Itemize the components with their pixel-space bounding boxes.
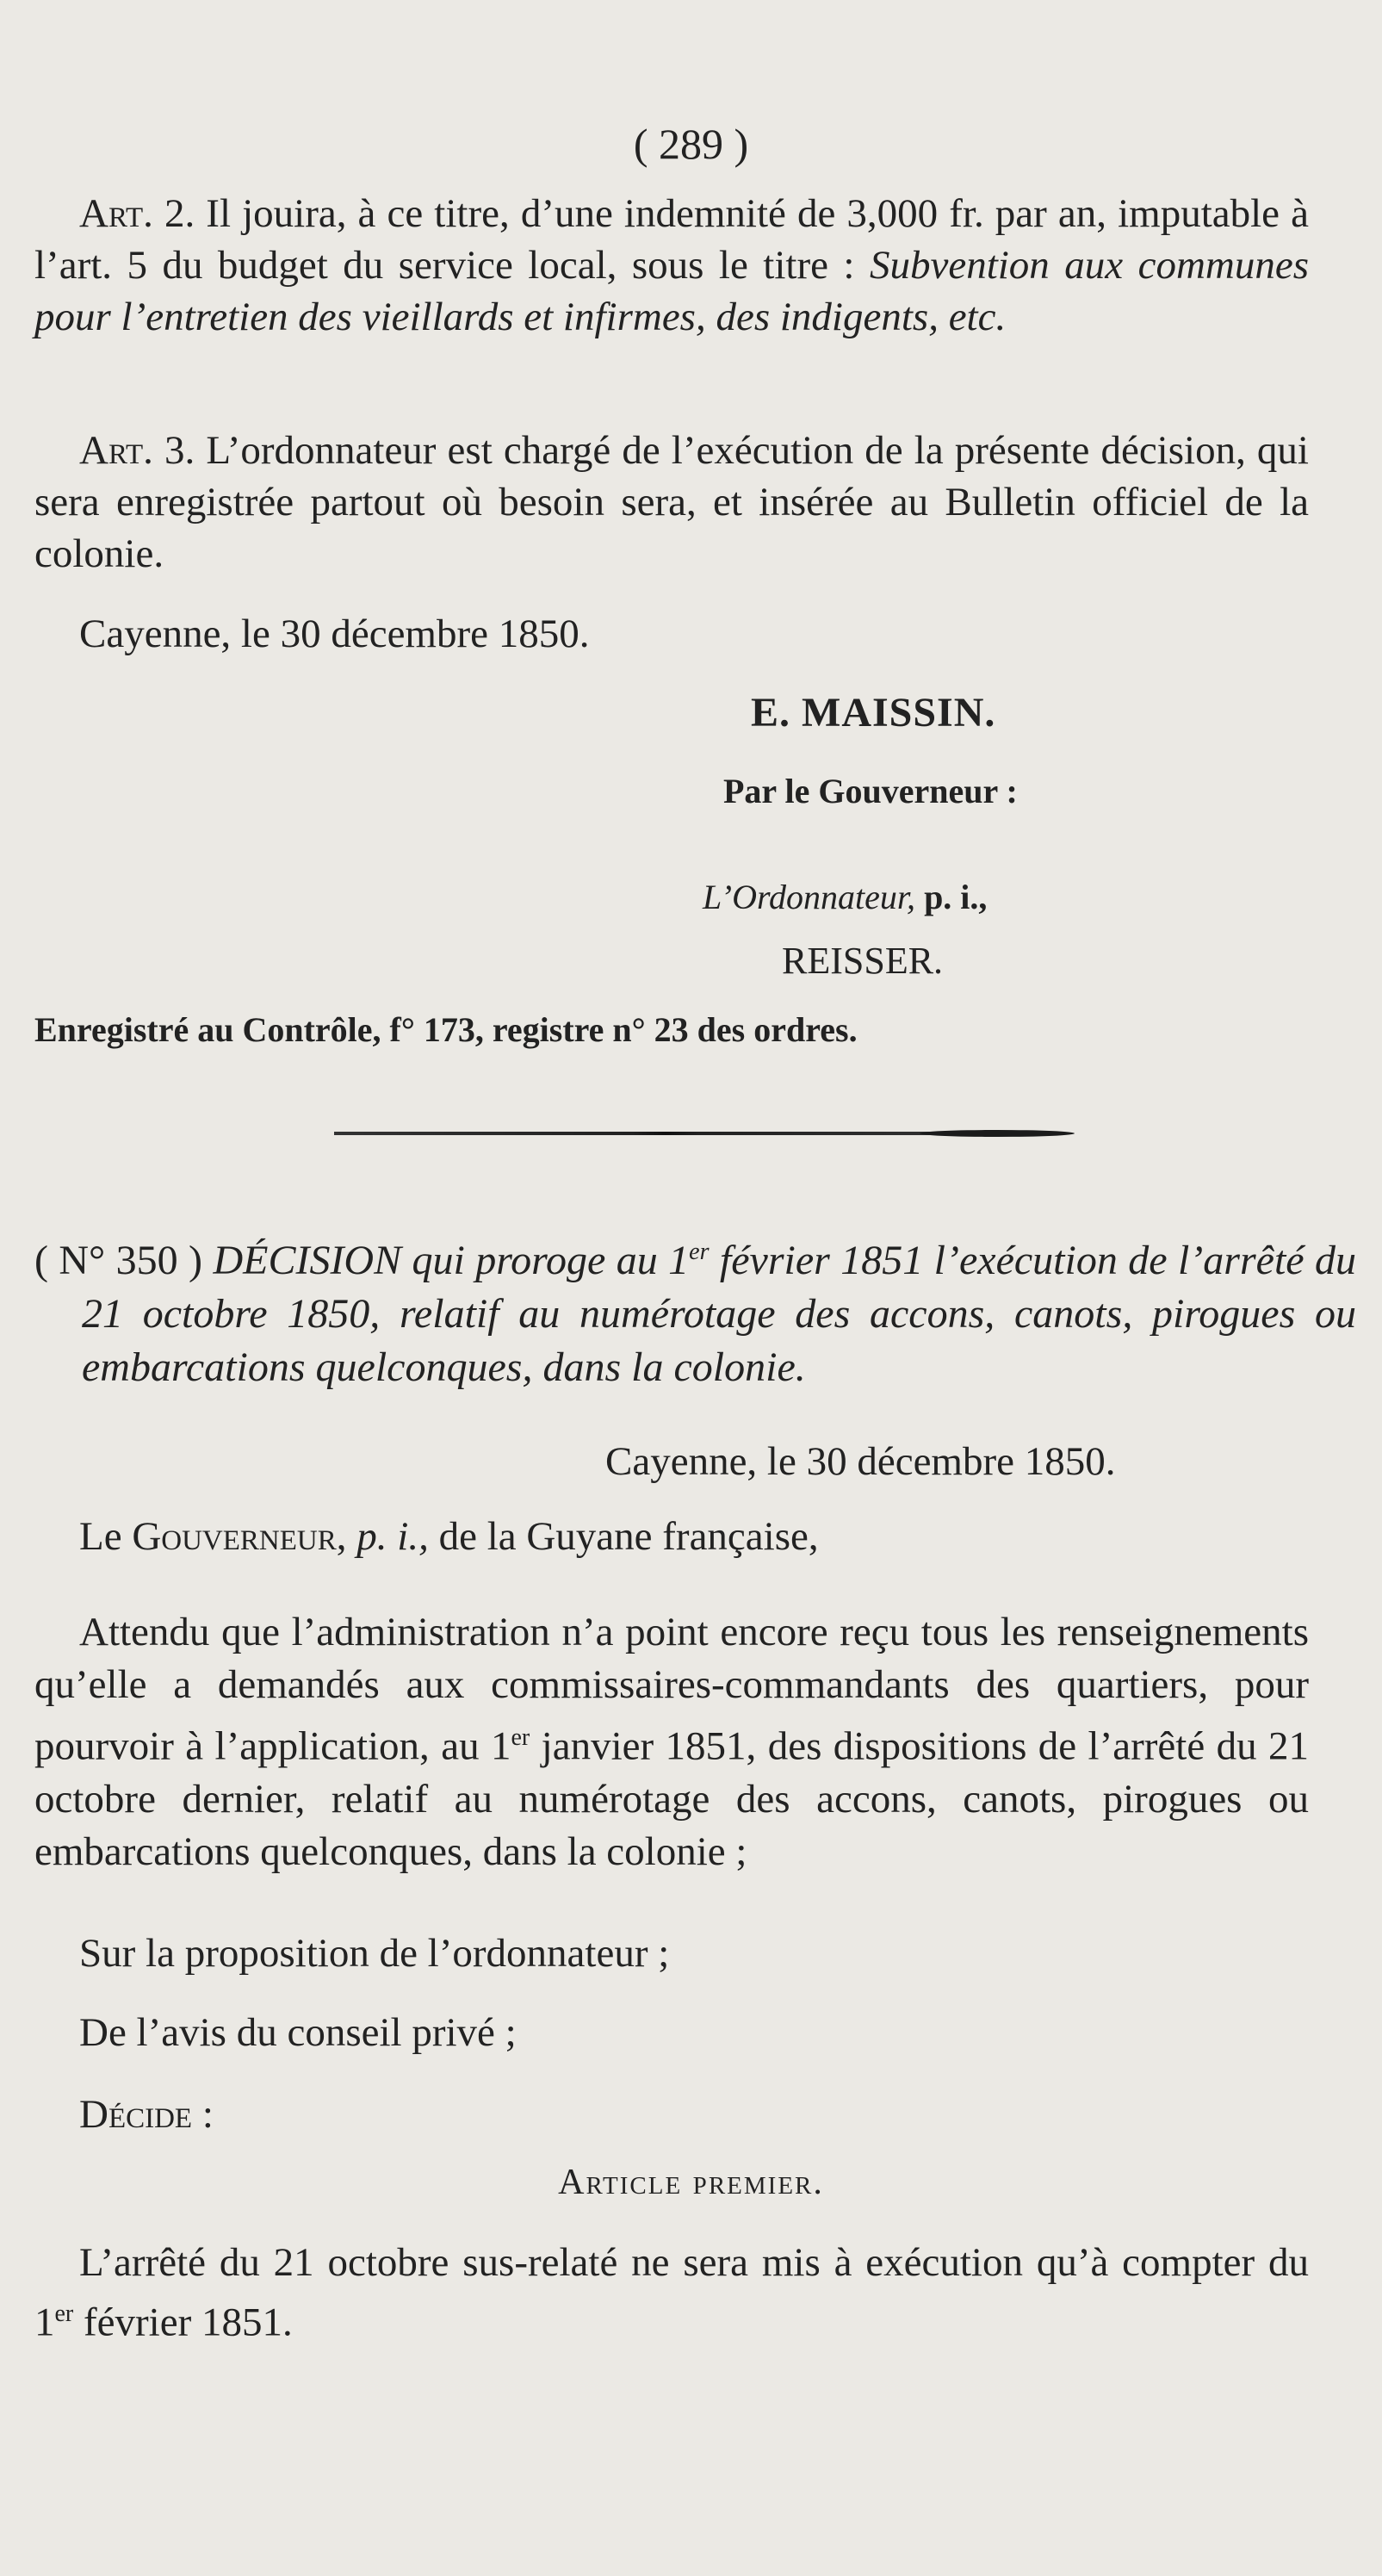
sur-proposition: Sur la proposition de l’ordonnateur ; (79, 1931, 670, 1976)
enregistre-line: Enregistré au Contrôle, f° 173, registre n° 23 des ordres. (34, 1010, 858, 1049)
decision-heading (34, 1226, 1356, 1394)
place-date-1: Cayenne, le 30 décembre 1850. (79, 611, 590, 656)
decision-title-sup: er (689, 1238, 710, 1265)
par-le-gouverneur: Par le Gouverneur : (723, 772, 1018, 810)
place-date-2: Cayenne, le 30 décembre 1850. (605, 1439, 1116, 1484)
attendu-paragraph (34, 1606, 1309, 1878)
signature-reisser: REISSER. (782, 940, 944, 982)
attendu-part1: Attendu que l’administration n’a point encore reçu tous les renseignements qu’elle a demandés aux commissaires-commandants des quartiers, pour pourvoir à l’application, au 1 (34, 1610, 1309, 1769)
section-divider (334, 1132, 997, 1135)
ordonnateur-line (703, 877, 987, 917)
final-paragraph (34, 2237, 1309, 2349)
article-2-title: Subvention aux communes pour l’entretien des vieillards et infirmes, des indigents, etc. (34, 243, 1309, 339)
gouverneur-pi: p. i., (356, 1514, 429, 1559)
article-2-paragraph (34, 188, 1309, 343)
article-3-text: L’ordonnateur est chargé de l’exécution de la présente décision, qui sera enregistrée partout où besoin sera, et insérée au Bulletin officiel de la colonie. (34, 428, 1309, 576)
gouverneur-title: Gouverneur (132, 1514, 337, 1559)
gouverneur-rest: de la Guyane française, (428, 1514, 819, 1559)
article-3-label: Art. 3. (79, 428, 195, 473)
decision-number: ( N° 350 ) (34, 1238, 214, 1283)
avis-conseil: De l’avis du conseil privé ; (79, 2010, 517, 2055)
article-2-label: Art. 2. (79, 191, 195, 236)
divider-ornament (920, 1130, 1075, 1137)
attendu-part2: janvier 1851, des dispositions de l’arrêté du 21 octobre dernier, relatif au numérotage des accons, canots, pirogues ou embarcations quelconques, dans la colonie ; (34, 1723, 1309, 1874)
ordonnateur-title: L’Ordonnateur, (703, 878, 916, 916)
attendu-sup: er (511, 1724, 530, 1751)
final-sup: er (54, 2300, 74, 2327)
signature-maissin: E. MAISSIN. (751, 690, 996, 736)
gouverneur-line: Le Gouverneur, p. i., de la Guyane française, (79, 1514, 819, 1559)
decide-label: Décide : (79, 2092, 214, 2137)
article-2-text: Il jouira, à ce titre, d’une indemnité de 3,000 fr. par an, imputable à l’art. 5 du budget du service local, sous le titre : (34, 191, 1309, 288)
page-number: ( 289 ) (633, 120, 749, 168)
final-part1: L’arrêté du 21 octobre sus-relaté ne sera mis à exécution qu’à compter du 1 (34, 2240, 1309, 2345)
article-3-paragraph (34, 425, 1309, 580)
decision-title-part1: DÉCISION qui proroge au 1 (213, 1238, 690, 1283)
article-premier-heading: Article premier. (558, 2163, 824, 2202)
ordonnateur-pi: p. i., (915, 878, 988, 916)
final-part2: février 1851. (73, 2300, 293, 2345)
gouverneur-le: Le (79, 1514, 133, 1559)
decision-title-part2: février 1851 l’exécution de l’arrêté du 21 octobre 1850, relatif au numérotage des accons, canots, pirogues ou embarcations quelconques, dans la colonie. (82, 1238, 1356, 1390)
